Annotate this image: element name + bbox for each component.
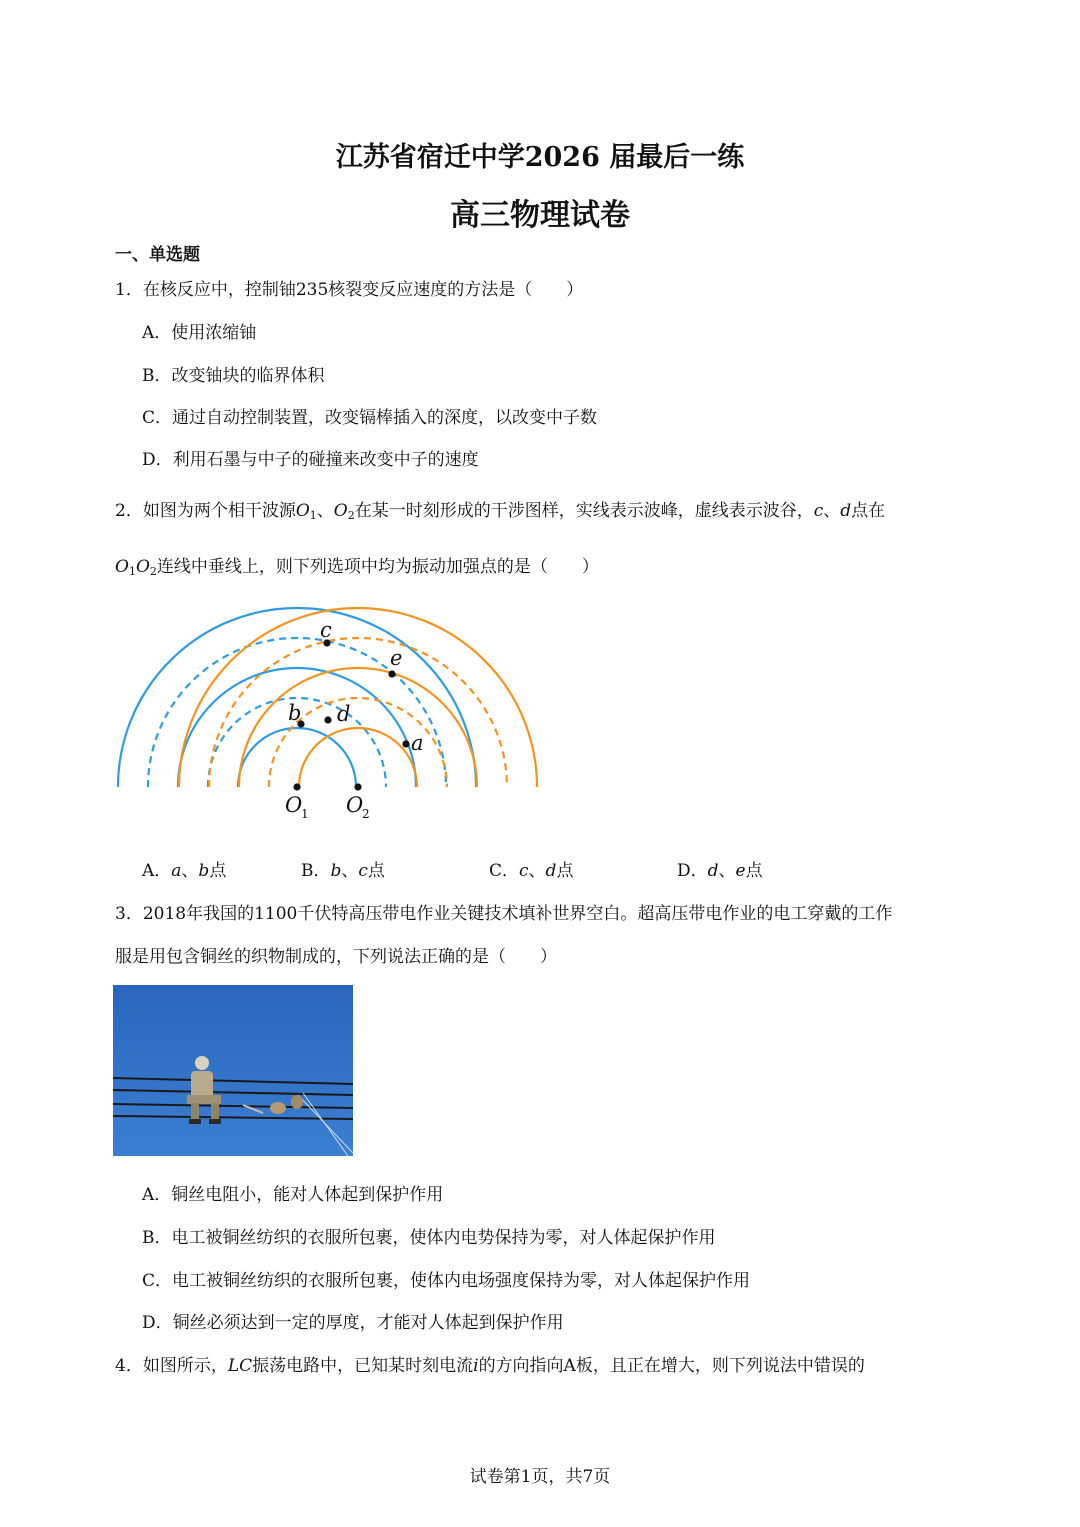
q2-option-a (142, 856, 226, 881)
q2-o2-symbol-2: O (135, 557, 150, 577)
q4-lc-symbol: LC (227, 1356, 253, 1376)
q4-i-symbol: i (473, 1356, 479, 1376)
q2-option-b-p2: c (358, 861, 368, 881)
label-d: d (337, 702, 351, 726)
point-a (402, 740, 409, 747)
page-footer: 试卷第1页，共7页 (469, 1467, 611, 1487)
q1-stem: 1．在核反应中，控制铀235核裂变反应速度的方法是（ ） (115, 280, 584, 300)
q2-o2-subscript-2: 2 (149, 565, 157, 578)
q1-option-a: A．使用浓缩铀 (142, 323, 257, 343)
q2-separator-2: 、 (823, 501, 841, 521)
q2-option-d (677, 856, 763, 881)
o2-crest-arc-3 (179, 608, 537, 787)
source-o1 (293, 783, 300, 790)
label-o2-subscript: 2 (362, 807, 370, 821)
exam-title: 高三物理试卷 (450, 198, 630, 233)
lineman-photo (113, 985, 353, 1156)
q4-stem-text-c: 的方向指向A板，且正在增大，则下列说法中错误的 (478, 1356, 865, 1376)
label-o1: O (285, 793, 303, 817)
point-e (388, 670, 395, 677)
sky-background (113, 985, 353, 1156)
q2-o1-symbol: O (295, 501, 310, 521)
q1-option-b: B．改变铀块的临界体积 (142, 366, 325, 386)
q2-option-b-suffix: 点 (367, 861, 385, 881)
q2-separator: 、 (316, 501, 334, 521)
q2-option-b-p1: b (330, 861, 342, 881)
q3-option-b: B．电工被铜丝纺织的衣服所包裹，使体内电势保持为零，对人体起保护作用 (142, 1228, 716, 1248)
q2-stem-text-b: 在某一时刻形成的干涉图样，实线表示波峰，虚线表示波谷， (354, 501, 814, 521)
q4-stem (115, 1351, 865, 1376)
o2-crest-arc-1 (299, 728, 417, 787)
q1-option-c: C．通过自动控制装置，改变镉棒插入的深度，以改变中子数 (142, 408, 598, 428)
q2-option-c-suffix: 点 (556, 861, 574, 881)
q2-option-a-p2: b (198, 861, 210, 881)
q2-o2-subscript: 2 (347, 509, 355, 522)
q2-option-d-p2: e (735, 861, 746, 881)
o1-crest-arc-1 (238, 728, 356, 787)
q2-d-symbol: d (840, 501, 852, 521)
section-heading: 一、单选题 (115, 245, 200, 265)
q2-o1-subscript-2: 1 (128, 565, 136, 578)
q3-stem-line2: 服是用包含铜丝的织物制成的，下列说法正确的是（ ） (115, 947, 557, 967)
q3-option-c: C．电工被铜丝纺织的衣服所包裹，使体内电场强度保持为零，对人体起保护作用 (142, 1271, 751, 1291)
label-e: e (390, 646, 403, 670)
q3-stem-line1: 3．2018年我国的1100千伏特高压带电作业关键技术填补世界空白。超高压带电作业的电工穿戴的工作 (115, 904, 893, 924)
label-o2: O (346, 793, 364, 817)
label-b: b (288, 701, 302, 725)
q2-option-b (301, 856, 385, 881)
o2-trough-arc-2 (209, 638, 507, 787)
q2-option-c-sep: 、 (528, 861, 546, 881)
q2-option-a-suffix: 点 (209, 861, 227, 881)
q2-option-c (489, 856, 573, 881)
q2-stem-text-a: 2．如图为两个相干波源 (115, 501, 296, 521)
q2-option-d-p1: d (707, 861, 719, 881)
label-o1-subscript: 1 (301, 807, 309, 821)
q2-option-c-p2: d (545, 861, 557, 881)
q4-stem-text-a: 4．如图所示， (115, 1356, 228, 1376)
q4-stem-text-b: 振荡电路中，已知某时刻电流 (252, 1356, 474, 1376)
q2-option-c-prefix: C． (489, 861, 520, 881)
school-title: 江苏省宿迁中学2026 届最后一练 (335, 142, 745, 173)
q2-stem-text-line2: 连线中垂线上，则下列选项中均为振动加强点的是（ ） (156, 557, 599, 577)
q3-option-d: D．铜丝必须达到一定的厚度，才能对人体起到保护作用 (142, 1313, 564, 1333)
source-o2 (354, 783, 361, 790)
label-a: a (411, 731, 424, 755)
q2-option-b-prefix: B． (301, 861, 331, 881)
q2-c-symbol: c (813, 501, 824, 521)
q1-option-d: D．利用石墨与中子的碰撞来改变中子的速度 (142, 450, 479, 470)
q2-option-d-sep: 、 (718, 861, 736, 881)
q2-option-c-p1: c (519, 861, 529, 881)
label-c: c (320, 618, 332, 642)
q2-o1-symbol-2: O (115, 557, 129, 577)
q2-option-a-prefix: A． (142, 861, 172, 881)
q2-option-b-sep: 、 (341, 861, 359, 881)
q2-option-a-p1: a (171, 861, 182, 881)
q3-option-a: A．铜丝电阻小，能对人体起到保护作用 (142, 1185, 444, 1205)
point-d (324, 716, 331, 723)
q2-o2-symbol: O (333, 501, 348, 521)
q2-option-d-suffix: 点 (745, 861, 763, 881)
q2-option-d-prefix: D． (677, 861, 708, 881)
o1-crest-arc-3 (118, 608, 476, 787)
q2-stem-text-c: 点在 (851, 501, 886, 521)
lineman-photo-graphic (113, 985, 353, 1156)
q2-option-a-sep: 、 (181, 861, 199, 881)
q2-o1-subscript: 1 (309, 509, 317, 522)
